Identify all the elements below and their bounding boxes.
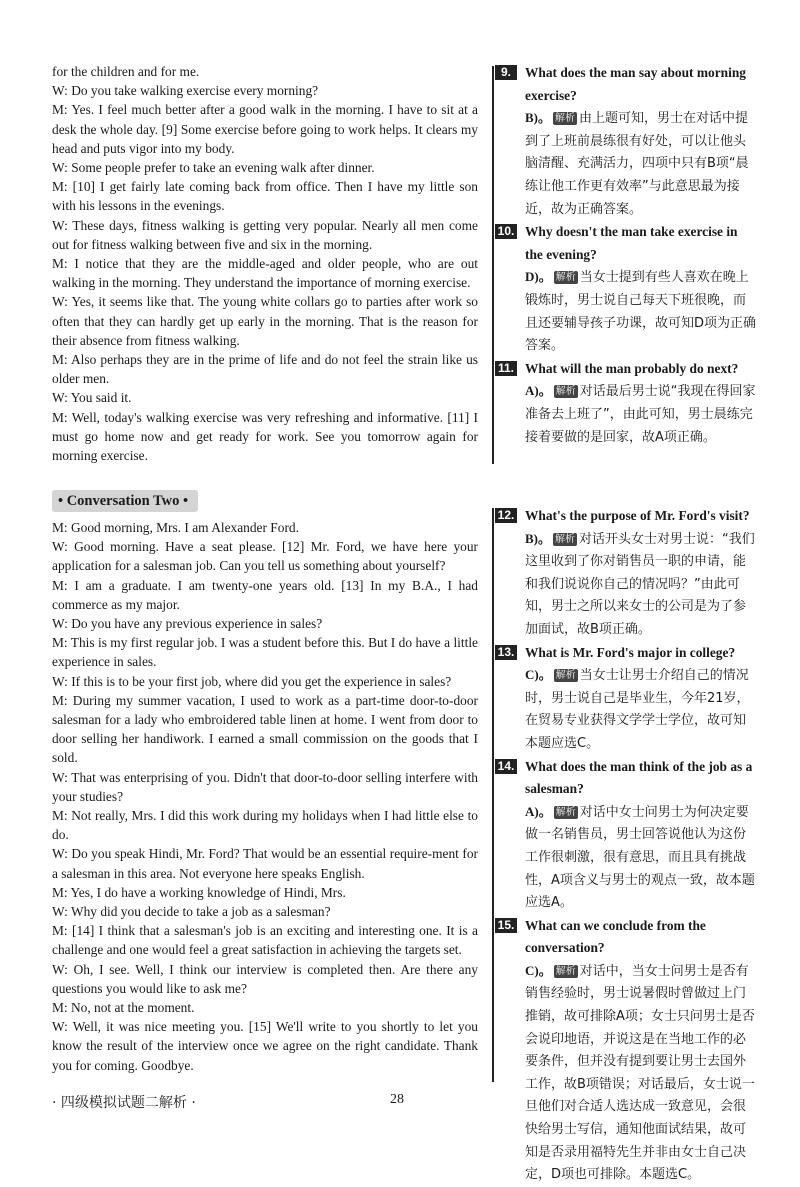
answer-block-9	[495, 62, 757, 221]
explanation-text: 对话中女士问男士为何决定要做一名销售员，男士回答说他认为这份工作很刺激，很有意思，而且具有挑战性，A项含义与男士的观点一致，故本题应选A。	[525, 804, 755, 911]
transcript-line: W: These days, fitness walking is getting very popular. Nearly all men come out for fitness walking between five and six in the morning.	[52, 217, 478, 252]
answer-block-15	[495, 915, 757, 1187]
transcript-line: W: Well, it was nice meeting you. [15] We'll write to you shortly to let you know the result of the interview once we agree on the right candidate. Thank you for coming. Goodbye.	[52, 1019, 478, 1073]
transcript-line: W: Yes, it seems like that. The young white collars go to parties after work so often that they can hardly get up early in the morning. That is the reason for their absence from fitness walking.	[52, 294, 478, 348]
transcript-line: M: No, not at the moment.	[52, 1000, 195, 1016]
question-number: 15.	[495, 918, 517, 933]
analysis-tag: 解析	[555, 670, 576, 682]
answer-block-11	[495, 358, 757, 449]
transcript-line: W: That was enterprising of you. Didn't that door-to-door selling interfere with your studies?	[52, 769, 478, 804]
transcript-line: M: I notice that they are the middle-aged and older people, who are out walking in the morning. They understand the importance of morning exercise.	[52, 256, 478, 291]
answer-block-10	[495, 221, 757, 358]
transcript-line: W: Do you take walking exercise every morning?	[52, 83, 319, 99]
answer-letter: C)。	[525, 667, 552, 683]
column-divider	[492, 508, 494, 1082]
answer-letter: C)。	[525, 962, 552, 978]
transcript-line: M: This is my first regular job. I was a student before this. But I do have a little experience in sales.	[52, 635, 478, 670]
question-number: 9.	[495, 65, 517, 80]
footer-title: · 四级模拟试题二解析 ·	[52, 1095, 196, 1111]
question-text: What can we conclude from the conversation?	[525, 917, 706, 956]
column-divider	[492, 66, 494, 464]
page-number: 28	[390, 1092, 404, 1107]
explanation-text: 由上题可知，男士在对话中提到了上班前晨练很有好处，可以让他头脑清醒、充满活力，四项中只有B项“晨练让他工作更有效率”与此意思最为接近，故为正确答案。	[525, 111, 749, 217]
transcript-line: W: Oh, I see. Well, I think our interview is completed then. Are there any questions you would like to ask me?	[52, 961, 478, 996]
question-text: What does the man think of the job as a salesman?	[525, 758, 753, 797]
transcript-line: M: During my summer vacation, I used to work as a part-time door-to-door salesman for a lady who embroidered table linen at home. I went from door to door selling her handiwork. I earned a small commission on the goods that I sold.	[52, 692, 478, 766]
answers-group-1	[495, 62, 757, 449]
answer-letter: D)。	[525, 269, 552, 285]
explanation-text: 对话开头女士对男士说：“我们这里收到了你对销售员一职的申请，能和我们说说你自己的情况吗？”由此可知，男士之所以来女士的公司是为了参加面试，故B项正确。	[525, 531, 755, 637]
question-number: 10.	[495, 224, 517, 239]
analysis-tag: 解析	[555, 113, 576, 125]
answer-letter: A)。	[525, 803, 552, 819]
answer-block-13	[495, 642, 757, 756]
transcript-line: M: [14] I think that a salesman's job is an exciting and interesting one. It is a challenge and one would feel a great satisfaction in achieving the targets set.	[52, 923, 478, 958]
question-text: What's the purpose of Mr. Ford's visit?	[525, 508, 750, 523]
analysis-tag: 解析	[555, 806, 576, 818]
question-text: What is Mr. Ford's major in college?	[525, 644, 736, 660]
answer-block-14	[495, 756, 757, 915]
transcript-line: M: Yes. I feel much better after a good walk in the morning. I have to sit at a desk the whole day. [9] Some exercise before going to work helps. It clears my head and puts vigor into my body.	[52, 102, 478, 156]
transcript-line: W: Good morning. Have a seat please. [12] Mr. Ford, we have here your application for a salesman job. Can you tell us something about yourself?	[52, 539, 478, 574]
question-number: 12.	[495, 508, 517, 523]
transcript-line: M: Good morning, Mrs. I am Alexander Ford.	[52, 520, 299, 535]
question-number: 13.	[495, 645, 517, 660]
question-number: 11.	[495, 361, 517, 376]
analysis-tag: 解析	[555, 272, 576, 284]
transcript-line: M: Yes, I do have a working knowledge of Hindi, Mrs.	[52, 884, 346, 900]
explanation-text: 对话中，当女士问男士是否有销售经验时，男士说暑假时曾做过上门推销，故可排除A项；女士只问男士是否会说印地语，并说这是在当地工作的必要条件，但并没有提到要让男士去国外工作，故B项错误；对话最后，女士说一旦他们对合适人选达成一致意见，会很快给男士写信，通知他面试结果，故可知是否录用福特先生并非由女士自己决定，D项也可排除。本题选C。	[525, 963, 755, 1183]
answer-letter: B)。	[525, 530, 552, 546]
transcript-line: M: Also perhaps they are in the prime of life and do not feel the strain like us older men.	[52, 352, 478, 387]
conversation-one-transcript	[52, 62, 478, 465]
analysis-tag: 解析	[555, 386, 576, 398]
analysis-tag: 解析	[555, 533, 576, 545]
transcript-line: W: Why did you decide to take a job as a salesman?	[52, 904, 331, 920]
explanation-text: 对话最后男士说“我现在得回家准备去上班了”，由此可知，男士晨练完接着要做的是回家，故A项正确。	[525, 384, 756, 445]
transcript-line: M: Well, today's walking exercise was very refreshing and informative. [11] I must go home now and get ready for work. See you tomorrow again for morning exercise.	[52, 409, 478, 464]
conversation-two-transcript	[52, 476, 478, 1075]
answers-group-2	[495, 505, 757, 1187]
question-text: Why doesn't the man take exercise in the evening?	[525, 224, 738, 262]
question-text: What will the man probably do next?	[525, 360, 739, 376]
analysis-tag: 解析	[555, 965, 576, 977]
answer-block-12	[495, 505, 757, 642]
transcript-line: M: Not really, Mrs. I did this work during my holidays when I had little else to do.	[52, 808, 478, 843]
transcript-line: for the children and for me.	[52, 64, 200, 79]
transcript-line: W: Some people prefer to take an evening walk after dinner.	[52, 160, 375, 176]
transcript-line: M: [10] I get fairly late coming back from office. Then I have my little son with his lessons in the evenings.	[52, 179, 478, 214]
transcript-line: W: You said it.	[52, 390, 132, 406]
transcript-line: W: Do you have any previous experience in sales?	[52, 616, 323, 632]
transcript-line: W: If this is to be your first job, where did you get the experience in sales?	[52, 673, 452, 689]
section-heading: • Conversation Two •	[52, 490, 198, 512]
answer-letter: A)。	[525, 383, 552, 399]
explanation-text: 当女士让男士介绍自己的情况时，男士说自己是毕业生，今年21岁，在贸易专业获得文学学士学位，故可知本题应选C。	[525, 668, 750, 751]
answer-letter: B)。	[525, 110, 552, 126]
explanation-text: 当女士提到有些人喜欢在晚上锻炼时，男士说自己每天下班很晚，而且还要辅导孩子功课，故可知D项为正确答案。	[525, 270, 757, 354]
question-number: 14.	[495, 759, 517, 774]
question-text: What does the man say about morning exercise?	[525, 65, 746, 103]
transcript-line: M: I am a graduate. I am twenty-one years old. [13] In my B.A., I had commerce as my major.	[52, 577, 478, 612]
transcript-line: W: Do you speak Hindi, Mr. Ford? That would be an essential require-ment for a salesman in this area. Not everyone here speaks English.	[52, 846, 478, 881]
